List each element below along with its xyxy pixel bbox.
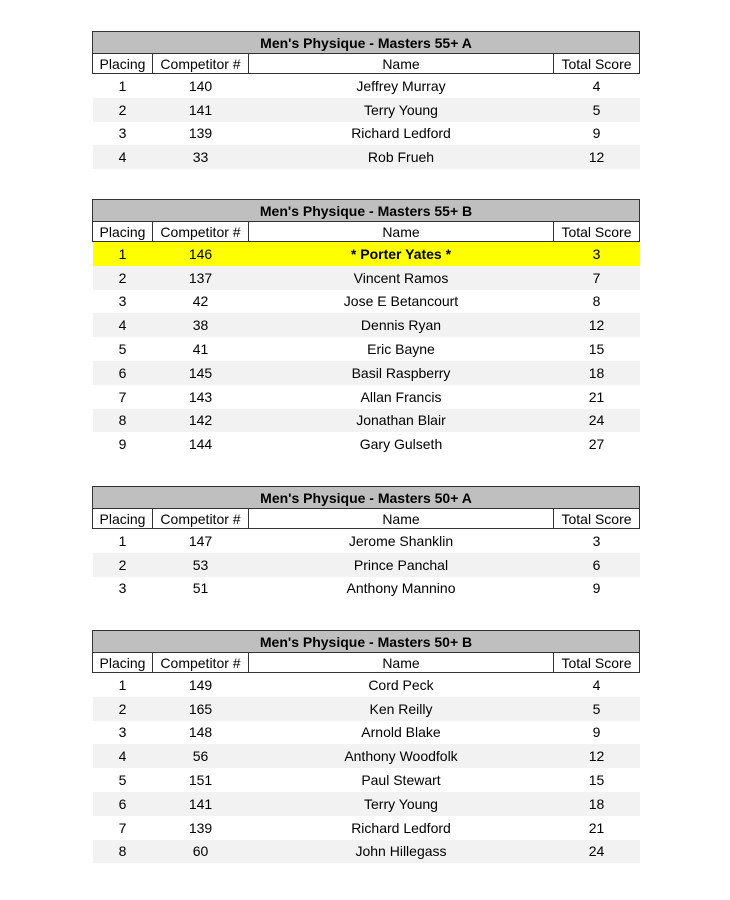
name-header: Name bbox=[249, 54, 554, 74]
table-row bbox=[93, 792, 640, 816]
placing-cell: 1 bbox=[93, 673, 153, 697]
placing-cell: 1 bbox=[93, 74, 153, 98]
competitor-number-cell: 142 bbox=[153, 409, 249, 433]
table-row bbox=[93, 74, 640, 98]
total-score-cell: 3 bbox=[554, 529, 640, 553]
competitor-number-cell: 56 bbox=[153, 744, 249, 768]
table-row bbox=[93, 697, 640, 721]
table-row bbox=[93, 361, 640, 385]
placing-cell: 3 bbox=[93, 122, 153, 146]
name-cell: Terry Young bbox=[249, 792, 554, 816]
name-cell: Jerome Shanklin bbox=[249, 529, 554, 553]
table-row bbox=[93, 721, 640, 745]
name-header: Name bbox=[249, 653, 554, 673]
table-row bbox=[93, 744, 640, 768]
table-row bbox=[93, 337, 640, 361]
placing-cell: 3 bbox=[93, 721, 153, 745]
placing-cell: 1 bbox=[93, 529, 153, 553]
total-score-cell: 18 bbox=[554, 361, 640, 385]
table-title: Men's Physique - Masters 55+ A bbox=[93, 32, 640, 54]
total-score-cell: 18 bbox=[554, 792, 640, 816]
total-score-cell: 12 bbox=[554, 744, 640, 768]
total-score-cell: 4 bbox=[554, 673, 640, 697]
competitor-number-cell: 42 bbox=[153, 290, 249, 314]
name-cell: Jose E Betancourt bbox=[249, 290, 554, 314]
placing-cell: 7 bbox=[93, 385, 153, 409]
name-cell: Ken Reilly bbox=[249, 697, 554, 721]
competitor-header: Competitor # bbox=[153, 509, 249, 529]
name-cell: John Hillegass bbox=[249, 840, 554, 864]
total-score-cell: 7 bbox=[554, 266, 640, 290]
table-row bbox=[93, 577, 640, 601]
table-row bbox=[93, 409, 640, 433]
table-row bbox=[93, 840, 640, 864]
total-score-cell: 12 bbox=[554, 313, 640, 337]
table-row bbox=[93, 145, 640, 169]
placing-cell: 4 bbox=[93, 313, 153, 337]
competitor-number-cell: 51 bbox=[153, 577, 249, 601]
name-cell: Vincent Ramos bbox=[249, 266, 554, 290]
total-score-cell: 15 bbox=[554, 337, 640, 361]
placing-cell: 3 bbox=[93, 290, 153, 314]
total-score-cell: 5 bbox=[554, 697, 640, 721]
placing-cell: 8 bbox=[93, 409, 153, 433]
competitor-number-cell: 41 bbox=[153, 337, 249, 361]
placing-cell: 5 bbox=[93, 337, 153, 361]
name-cell: Paul Stewart bbox=[249, 768, 554, 792]
table-row bbox=[93, 313, 640, 337]
total-score-header: Total Score bbox=[554, 653, 640, 673]
total-score-cell: 12 bbox=[554, 145, 640, 169]
total-score-cell: 24 bbox=[554, 409, 640, 433]
name-cell: Eric Bayne bbox=[249, 337, 554, 361]
table-row bbox=[93, 122, 640, 146]
competitor-number-cell: 145 bbox=[153, 361, 249, 385]
table-row-highlighted bbox=[93, 242, 640, 266]
competitor-number-cell: 165 bbox=[153, 697, 249, 721]
table-row bbox=[93, 98, 640, 122]
placing-cell: 2 bbox=[93, 98, 153, 122]
name-cell: * Porter Yates * bbox=[249, 242, 554, 266]
placing-cell: 4 bbox=[93, 744, 153, 768]
name-cell: Jeffrey Murray bbox=[249, 74, 554, 98]
total-score-cell: 15 bbox=[554, 768, 640, 792]
total-score-cell: 5 bbox=[554, 98, 640, 122]
placing-cell: 9 bbox=[93, 432, 153, 456]
placing-cell: 7 bbox=[93, 816, 153, 840]
competitor-number-cell: 149 bbox=[153, 673, 249, 697]
total-score-cell: 9 bbox=[554, 721, 640, 745]
name-cell: Dennis Ryan bbox=[249, 313, 554, 337]
name-cell: Basil Raspberry bbox=[249, 361, 554, 385]
table-row bbox=[93, 432, 640, 456]
competitor-header: Competitor # bbox=[153, 222, 249, 242]
table-row bbox=[93, 266, 640, 290]
competitor-number-cell: 53 bbox=[153, 553, 249, 577]
results-table bbox=[92, 199, 640, 456]
placing-header: Placing bbox=[93, 653, 153, 673]
name-cell: Rob Frueh bbox=[249, 145, 554, 169]
competitor-number-cell: 141 bbox=[153, 792, 249, 816]
name-header: Name bbox=[249, 509, 554, 529]
total-score-header: Total Score bbox=[554, 509, 640, 529]
placing-cell: 4 bbox=[93, 145, 153, 169]
total-score-cell: 6 bbox=[554, 553, 640, 577]
table-title-row bbox=[93, 200, 640, 222]
table-title: Men's Physique - Masters 50+ A bbox=[93, 487, 640, 509]
table-row bbox=[93, 385, 640, 409]
competitor-number-cell: 140 bbox=[153, 74, 249, 98]
competitor-number-cell: 139 bbox=[153, 816, 249, 840]
column-header-row bbox=[93, 653, 640, 673]
total-score-header: Total Score bbox=[554, 222, 640, 242]
total-score-cell: 21 bbox=[554, 385, 640, 409]
placing-header: Placing bbox=[93, 54, 153, 74]
competitor-number-cell: 139 bbox=[153, 122, 249, 146]
competitor-number-cell: 151 bbox=[153, 768, 249, 792]
name-cell: Jonathan Blair bbox=[249, 409, 554, 433]
placing-cell: 2 bbox=[93, 266, 153, 290]
name-cell: Arnold Blake bbox=[249, 721, 554, 745]
table-title-row bbox=[93, 487, 640, 509]
competitor-number-cell: 143 bbox=[153, 385, 249, 409]
total-score-cell: 27 bbox=[554, 432, 640, 456]
name-header: Name bbox=[249, 222, 554, 242]
name-cell: Anthony Woodfolk bbox=[249, 744, 554, 768]
column-header-row bbox=[93, 509, 640, 529]
table-title: Men's Physique - Masters 50+ B bbox=[93, 631, 640, 653]
table-title: Men's Physique - Masters 55+ B bbox=[93, 200, 640, 222]
competitor-number-cell: 147 bbox=[153, 529, 249, 553]
placing-cell: 8 bbox=[93, 840, 153, 864]
table-row bbox=[93, 553, 640, 577]
placing-cell: 6 bbox=[93, 792, 153, 816]
total-score-cell: 4 bbox=[554, 74, 640, 98]
total-score-cell: 8 bbox=[554, 290, 640, 314]
results-table bbox=[92, 486, 640, 600]
placing-cell: 3 bbox=[93, 577, 153, 601]
competitor-number-cell: 146 bbox=[153, 242, 249, 266]
name-cell: Richard Ledford bbox=[249, 122, 554, 146]
competitor-number-cell: 144 bbox=[153, 432, 249, 456]
table-row bbox=[93, 673, 640, 697]
name-cell: Prince Panchal bbox=[249, 553, 554, 577]
total-score-cell: 3 bbox=[554, 242, 640, 266]
placing-header: Placing bbox=[93, 222, 153, 242]
placing-header: Placing bbox=[93, 509, 153, 529]
name-cell: Cord Peck bbox=[249, 673, 554, 697]
competitor-number-cell: 38 bbox=[153, 313, 249, 337]
competitor-number-cell: 60 bbox=[153, 840, 249, 864]
name-cell: Richard Ledford bbox=[249, 816, 554, 840]
total-score-cell: 9 bbox=[554, 122, 640, 146]
table-title-row bbox=[93, 32, 640, 54]
name-cell: Terry Young bbox=[249, 98, 554, 122]
total-score-cell: 21 bbox=[554, 816, 640, 840]
total-score-header: Total Score bbox=[554, 54, 640, 74]
placing-cell: 2 bbox=[93, 553, 153, 577]
competitor-header: Competitor # bbox=[153, 653, 249, 673]
column-header-row bbox=[93, 222, 640, 242]
placing-cell: 5 bbox=[93, 768, 153, 792]
table-title-row bbox=[93, 631, 640, 653]
placing-cell: 6 bbox=[93, 361, 153, 385]
table-row bbox=[93, 816, 640, 840]
name-cell: Gary Gulseth bbox=[249, 432, 554, 456]
competitor-number-cell: 33 bbox=[153, 145, 249, 169]
total-score-cell: 24 bbox=[554, 840, 640, 864]
table-row bbox=[93, 768, 640, 792]
column-header-row bbox=[93, 54, 640, 74]
competitor-number-cell: 148 bbox=[153, 721, 249, 745]
name-cell: Allan Francis bbox=[249, 385, 554, 409]
results-table bbox=[92, 31, 640, 169]
table-row bbox=[93, 290, 640, 314]
competitor-number-cell: 141 bbox=[153, 98, 249, 122]
table-row bbox=[93, 529, 640, 553]
placing-cell: 1 bbox=[93, 242, 153, 266]
results-table bbox=[92, 630, 640, 863]
placing-cell: 2 bbox=[93, 697, 153, 721]
total-score-cell: 9 bbox=[554, 577, 640, 601]
name-cell: Anthony Mannino bbox=[249, 577, 554, 601]
competitor-number-cell: 137 bbox=[153, 266, 249, 290]
competitor-header: Competitor # bbox=[153, 54, 249, 74]
